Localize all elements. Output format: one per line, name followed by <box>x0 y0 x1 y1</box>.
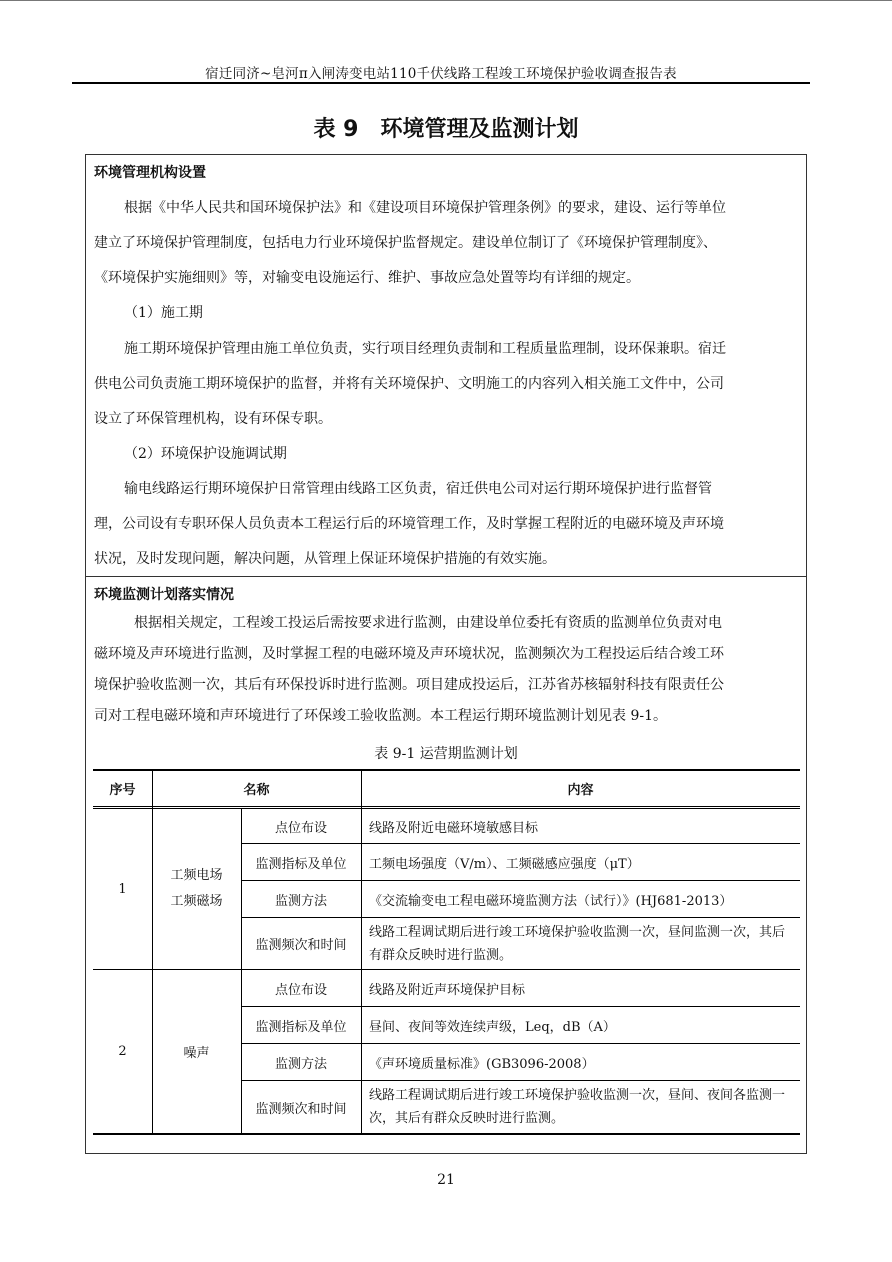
paragraph-line: 《环境保护实施细则》等，对输变电设施运行、维护、事故应急处置等均有详细的规定。 <box>94 270 640 286</box>
section-heading-monitoring: 环境监测计划落实情况 <box>94 587 234 603</box>
subheading-construction: （1）施工期 <box>124 305 203 321</box>
table-header-rule <box>93 806 800 807</box>
col-header-name: 名称 <box>243 783 270 798</box>
group-name <box>152 809 241 969</box>
group-name: 噪声 <box>183 1046 210 1061</box>
paragraph-line: 设立了环保管理机构，设有环保专职。 <box>94 411 332 427</box>
section-heading-management: 环境管理机构设置 <box>94 165 206 181</box>
paragraph-line: 磁环境及声环境进行监测，及时掌握工程的电磁环境及声环境状况，监测频次为工程投运后结合竣工环 <box>94 646 724 662</box>
paragraph-line: 根据《中华人民共和国环境保护法》和《建设项目环境保护管理条例》的要求，建设、运行等单位 <box>124 200 726 216</box>
page-number: 21 <box>437 1172 455 1188</box>
running-header: 宿迁同济~皂河π入闸涛变电站110千伏线路工程竣工环境保护验收调查报告表 <box>205 66 677 82</box>
paragraph-line: 输电线路运行期环境保护日常管理由线路工区负责，宿迁供电公司对运行期环境保护进行监督管 <box>124 481 712 497</box>
item-content: 工频电场强度（V/m）、工频磁感应强度（μT） <box>369 856 640 872</box>
item-label: 监测方法 <box>274 1056 327 1072</box>
paragraph-line: 根据相关规定，工程竣工投运后需按要求进行监测，由建设单位委托有资质的监测单位负责对电 <box>134 615 722 631</box>
header-rule <box>72 82 810 84</box>
item-label: 点位布设 <box>274 982 327 998</box>
table-bottom-rule <box>93 1133 800 1135</box>
page-top-edge <box>0 0 892 1</box>
paragraph-line: 理，公司设有专职环保人员负责本工程运行后的环境管理工作，及时掌握工程附近的电磁环境及声环境 <box>94 516 724 532</box>
item-content: 《声环境质量标准》(GB3096-2008） <box>369 1056 595 1072</box>
group-name-line: 工频磁场 <box>170 894 223 909</box>
table-title: 表 9 环境管理及监测计划 <box>313 117 579 142</box>
paragraph-line: 境保护验收监测一次，其后有环保投诉时进行监测。项目建成投运后，江苏省苏核辐射科技有限责任公 <box>94 677 724 693</box>
item-content: 昼间、夜间等效连续声级，Leq，dB（A） <box>369 1019 616 1035</box>
paragraph-line: 建立了环境保护管理制度，包括电力行业环境保护监督规定。建设单位制订了《环境保护管理制度》、 <box>94 235 717 251</box>
item-label: 监测方法 <box>274 893 327 909</box>
item-content <box>361 1081 800 1133</box>
table-caption: 表 9-1 运营期监测计划 <box>374 746 518 762</box>
group-number: 1 <box>118 881 127 897</box>
paragraph-line: 供电公司负责施工期环境保护的监督，并将有关环境保护、文明施工的内容列入相关施工文件中，公司 <box>94 376 724 392</box>
section-divider <box>85 576 807 577</box>
item-content-text: 线路工程调试期后进行竣工环境保护验收监测一次，昼间、夜间各监测一次，其后有群众反映时进行监测。 <box>369 1088 786 1126</box>
item-label: 监测指标及单位 <box>255 1019 347 1035</box>
item-label: 点位布设 <box>274 820 327 836</box>
item-label: 监测指标及单位 <box>255 856 347 872</box>
item-label: 监测频次和时间 <box>255 1101 347 1117</box>
item-content: 线路及附近电磁环境敏感目标 <box>369 820 539 836</box>
subheading-commissioning: （2）环境保护设施调试期 <box>124 446 287 462</box>
item-content-text: 线路工程调试期后进行竣工环境保护验收监测一次，昼间监测一次，其后有群众反映时进行监测。 <box>369 924 786 963</box>
item-content: 线路及附近声环境保护目标 <box>369 982 526 998</box>
item-content: 《交流输变电工程电磁环境监测方法（试行）》(HJ681-2013） <box>369 893 733 909</box>
group-number: 2 <box>118 1044 127 1059</box>
col-header-content: 内容 <box>567 783 594 798</box>
item-content <box>361 918 800 969</box>
group-name-line: 工频电场 <box>170 868 223 883</box>
item-label: 监测频次和时间 <box>255 938 347 953</box>
paragraph-line: 施工期环境保护管理由施工单位负责，实行项目经理负责制和工程质量监理制，设环保兼职。宿迁 <box>124 341 726 357</box>
col-header-no: 序号 <box>109 783 136 798</box>
paragraph-line: 状况，及时发现问题，解决问题，从管理上保证环境保护措施的有效实施。 <box>94 551 556 567</box>
paragraph-line: 司对工程电磁环境和声环境进行了环保竣工验收监测。本工程运行期环境监测计划见表 9-1。 <box>94 708 667 724</box>
